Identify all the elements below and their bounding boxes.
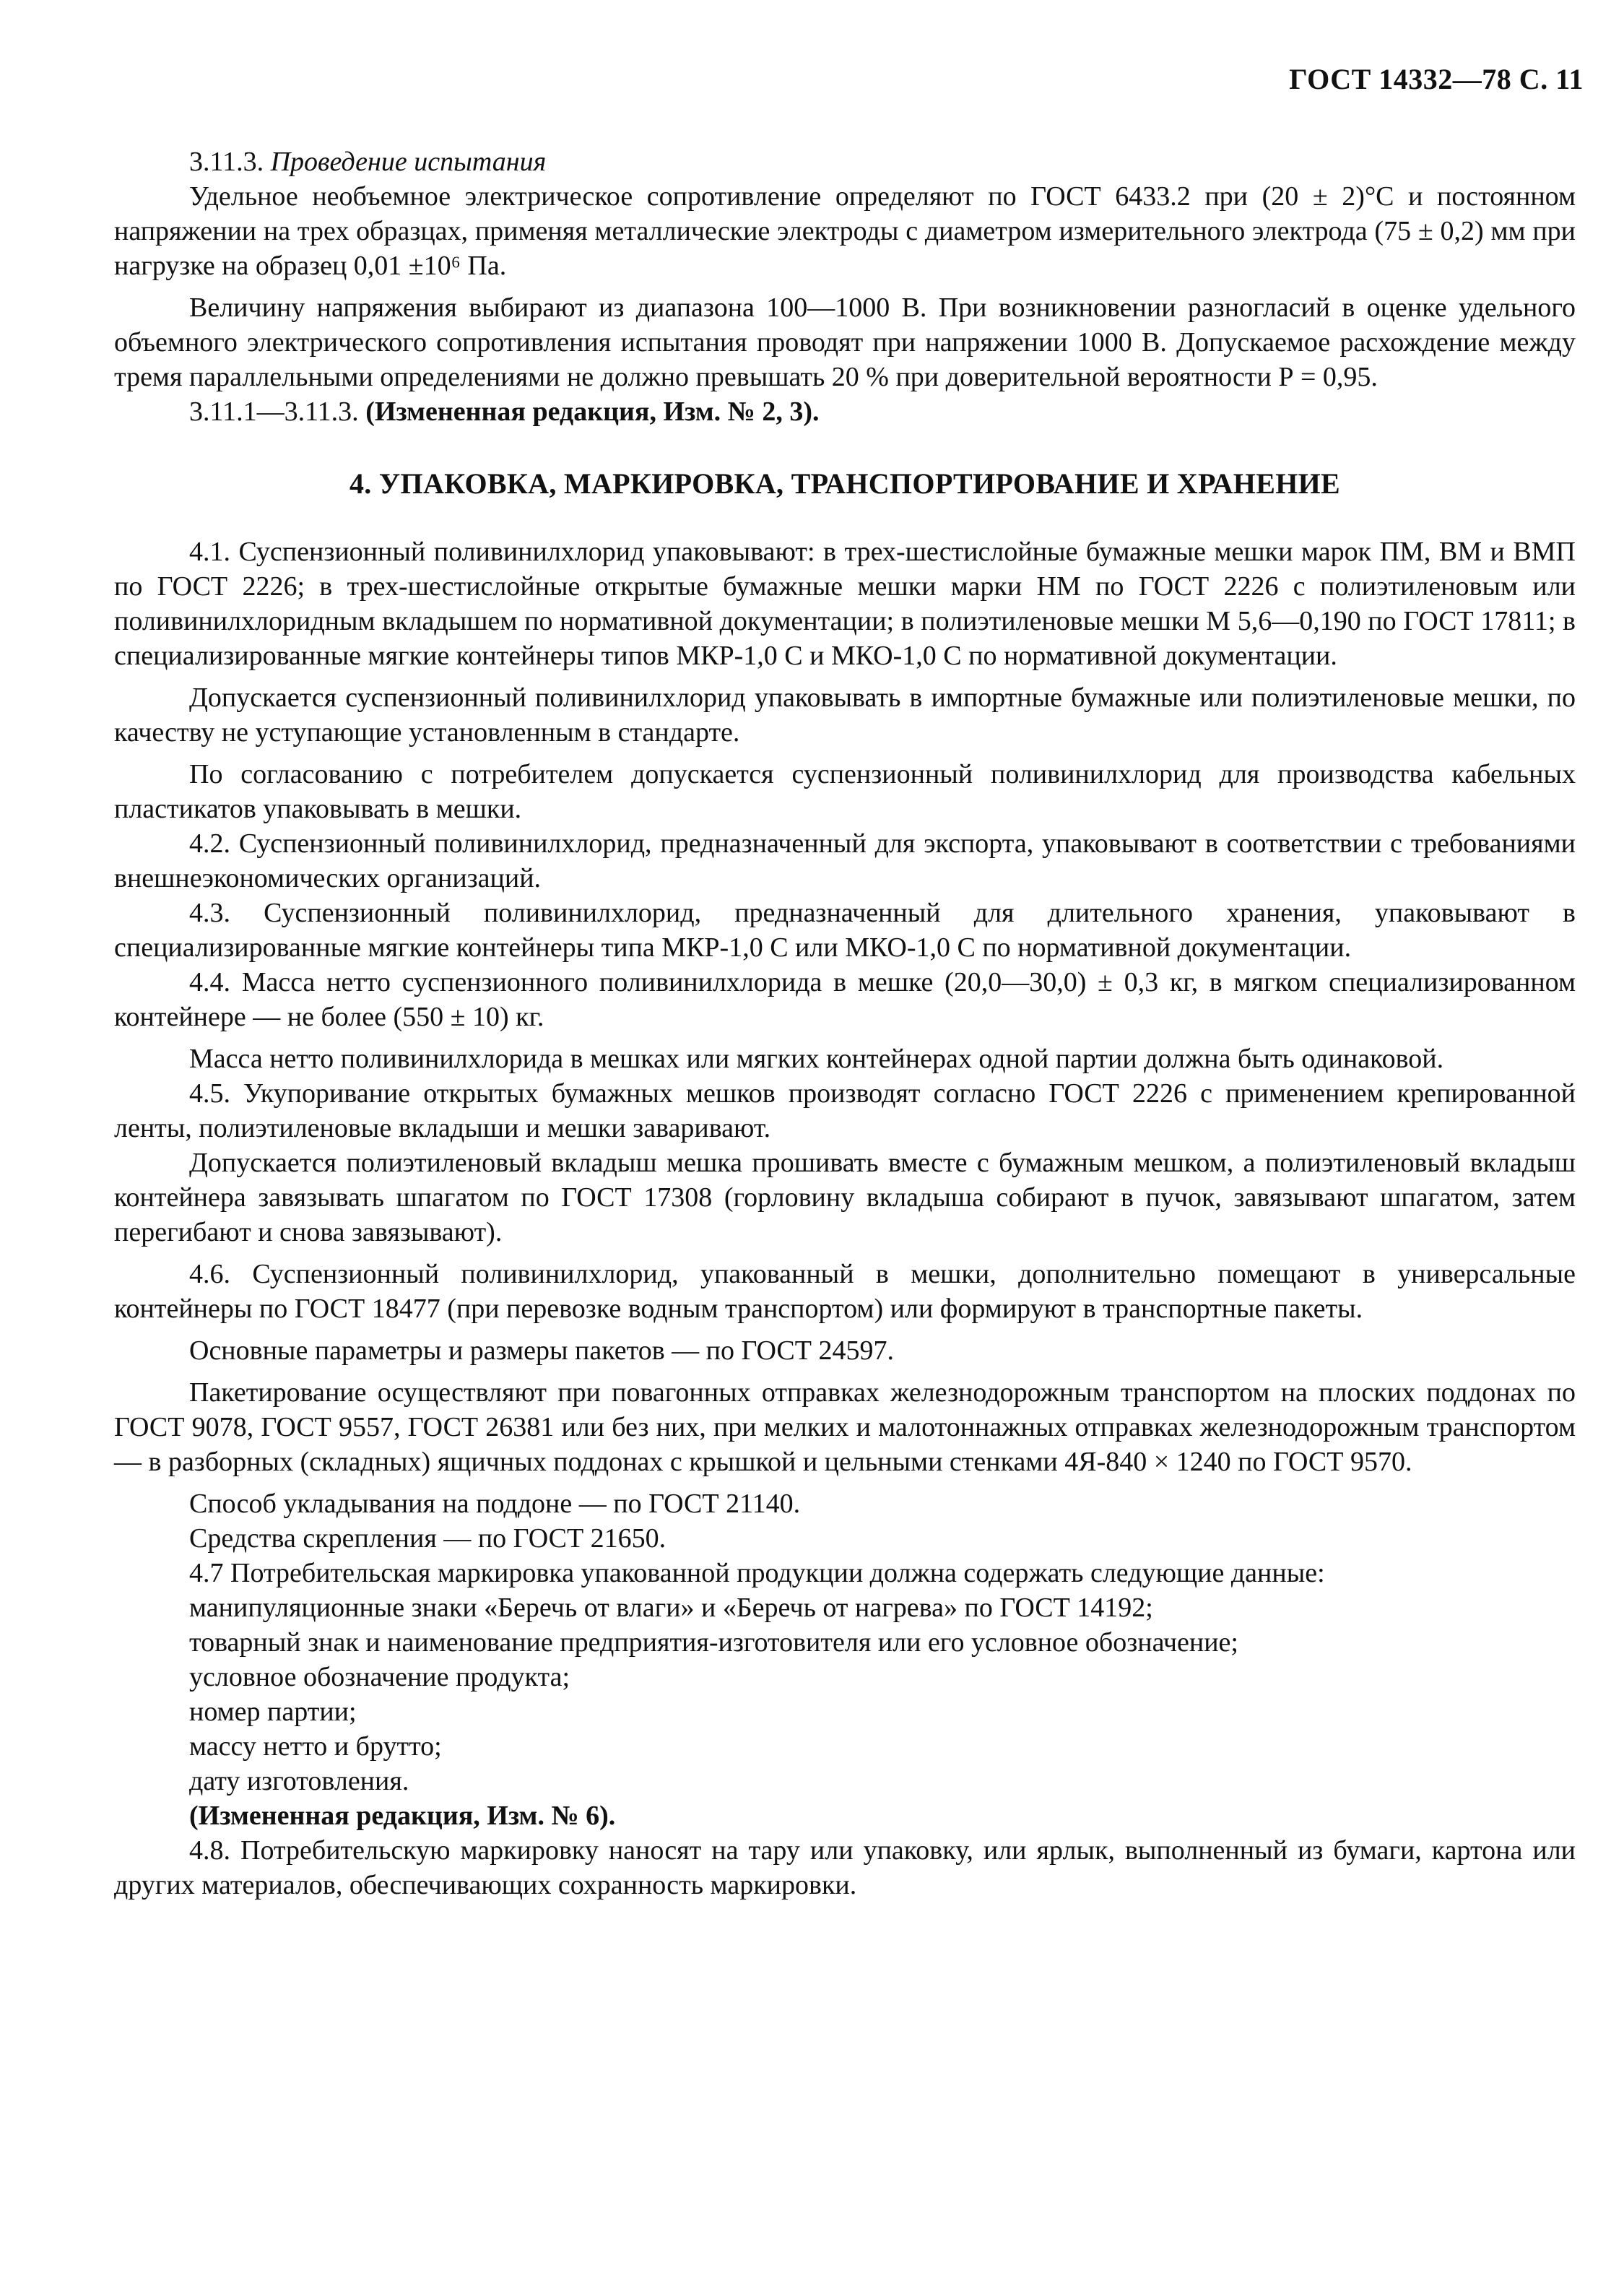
list-item: дату изготовления. (189, 1766, 409, 1796)
clause-4-5: 4.5. Укупоривание открытых бумажных мешков производят согласно ГОСТ 2226 с применением крепированной ленты, полиэтиленовые вкладыши и мешки заваривают. (114, 1078, 1576, 1143)
paragraph: Способ укладывания на поддоне — по ГОСТ 21140. (189, 1489, 801, 1519)
clause-4-7: 4.7 Потребительская маркировка упакованной продукции должна содержать следующие данные: (189, 1558, 1325, 1588)
clause-4-3: 4.3. Суспензионный поливинилхлорид, предназначенный для длительного хранения, упаковывают в специализированные мягкие контейнеры типа МКР-1,0 С или МКО-1,0 С по нормативной документации. (114, 898, 1576, 963)
paragraph: Допускается суспензионный поливинилхлорид упаковывать в импортные бумажные или полиэтиленовые мешки, по качеству не уступающие установленным в стандарте. (114, 683, 1576, 748)
paragraph: Величину напряжения выбирают из диапазона 100—1000 В. При возникновении разногласий в оценке удельного объемного электрического сопротивления испытания проводят при напряжении 1000 В. Допускаемое расхождение между тремя параллельными определениями не должно превышать 20 % при доверительной вероятности Р = 0,95. (114, 293, 1576, 392)
list-item: манипуляционные знаки «Беречь от влаги» и «Беречь от нагрева» по ГОСТ 14192; (189, 1593, 1153, 1623)
amendment-note: (Измененная редакция, Изм. № 6). (189, 1801, 616, 1831)
clause-4-1: 4.1. Суспензионный поливинилхлорид упаковывают: в трех-шестислойные бумажные мешки марок ПМ, ВМ и ВМП по ГОСТ 2226; в трех-шестислойные открытые бумажные мешки марки НМ по ГОСТ 2226 с полиэтиленовым или поливинилхлоридным вкладышем по нормативной документации; в полиэтиленовые мешки М 5,6—0,190 по ГОСТ 17811; в специализированные мягкие контейнеры типов МКР-1,0 С и МКО-1,0 С по нормативной документации. (114, 537, 1576, 671)
list-item: массу нетто и брутто; (189, 1731, 442, 1762)
paragraph: По согласованию с потребителем допускается суспензионный поливинилхлорид для производства кабельных пластикатов упаковывать в мешки. (114, 759, 1576, 824)
list-item: условное обозначение продукта; (189, 1662, 570, 1692)
list-item: товарный знак и наименование предприятия-изготовителя или его условное обозначение; (189, 1627, 1238, 1658)
clause-4-6: 4.6. Суспензионный поливинилхлорид, упакованный в мешки, дополнительно помещают в универсальные контейнеры по ГОСТ 18477 (при перевозке водным транспортом) или формируют в транспортные пакеты. (114, 1259, 1576, 1324)
amendment-ref: 3.11.1—3.11.3. (189, 397, 359, 427)
list-item: номер партии; (189, 1697, 357, 1727)
paragraph: Удельное необъемное электрическое сопротивление определяют по ГОСТ 6433.2 при (20 ± 2)°С и постоянном напряжении на трех образцах, применяя металлические электроды с диаметром измерительного электрода (75 ± 0,2) мм при нагрузке на образец 0,01 ±10⁶ Па. (114, 181, 1576, 281)
clause-4-2: 4.2. Суспензионный поливинилхлорид, предназначенный для экспорта, упаковывают в соответствии с требованиями внешнеэкономических организаций. (114, 828, 1576, 893)
clause-4-4: 4.4. Масса нетто суспензионного поливинилхлорида в мешке (20,0—30,0) ± 0,3 кг, в мягком специализированном контейнере — не более (550 ± 10) кг. (114, 967, 1576, 1032)
paragraph: Допускается полиэтиленовый вкладыш мешка прошивать вместе с бумажным мешком, а полиэтиленовый вкладыш контейнера завязывать шпагатом по ГОСТ 17308 (горловину вкладыша собирают в пучок, завязывают шпагатом, затем перегибают и снова завязывают). (114, 1148, 1576, 1247)
paragraph: Средства скрепления — по ГОСТ 21650. (189, 1523, 666, 1554)
running-header: ГОСТ 14332—78 С. 11 (1289, 63, 1584, 95)
amendment-note (114, 394, 1576, 429)
paragraph: Масса нетто поливинилхлорида в мешках или мягких контейнерах одной партии должна быть одинаковой. (189, 1044, 1444, 1074)
clause-number: 3.11.3. (189, 147, 264, 177)
paragraph: Основные параметры и размеры пакетов — по ГОСТ 24597. (189, 1335, 894, 1366)
section-4-title: 4. УПАКОВКА, МАРКИРОВКА, ТРАНСПОРТИРОВАНИЕ И ХРАНЕНИЕ (349, 467, 1340, 500)
clause-4-8: 4.8. Потребительскую маркировку наносят на тару или упаковку, или ярлык, выполненный из бумаги, картона или других материалов, обеспечивающих сохранность маркировки. (114, 1835, 1576, 1900)
document-body (114, 144, 1576, 1902)
clause-3-11-3-heading (114, 144, 1576, 179)
clause-title: Проведение испытания (270, 147, 547, 177)
amendment-text: (Измененная редакция, Изм. № 2, 3). (365, 397, 820, 427)
paragraph: Пакетирование осуществляют при повагонных отправках железнодорожным транспортом на плоских поддонах по ГОСТ 9078, ГОСТ 9557, ГОСТ 26381 или без них, при мелких и малотоннажных отправках железнодорожным транспортом — в разборных (складных) ящичных поддонах с крышкой и цельными стенками 4Я-840 × 1240 по ГОСТ 9570. (114, 1377, 1576, 1477)
